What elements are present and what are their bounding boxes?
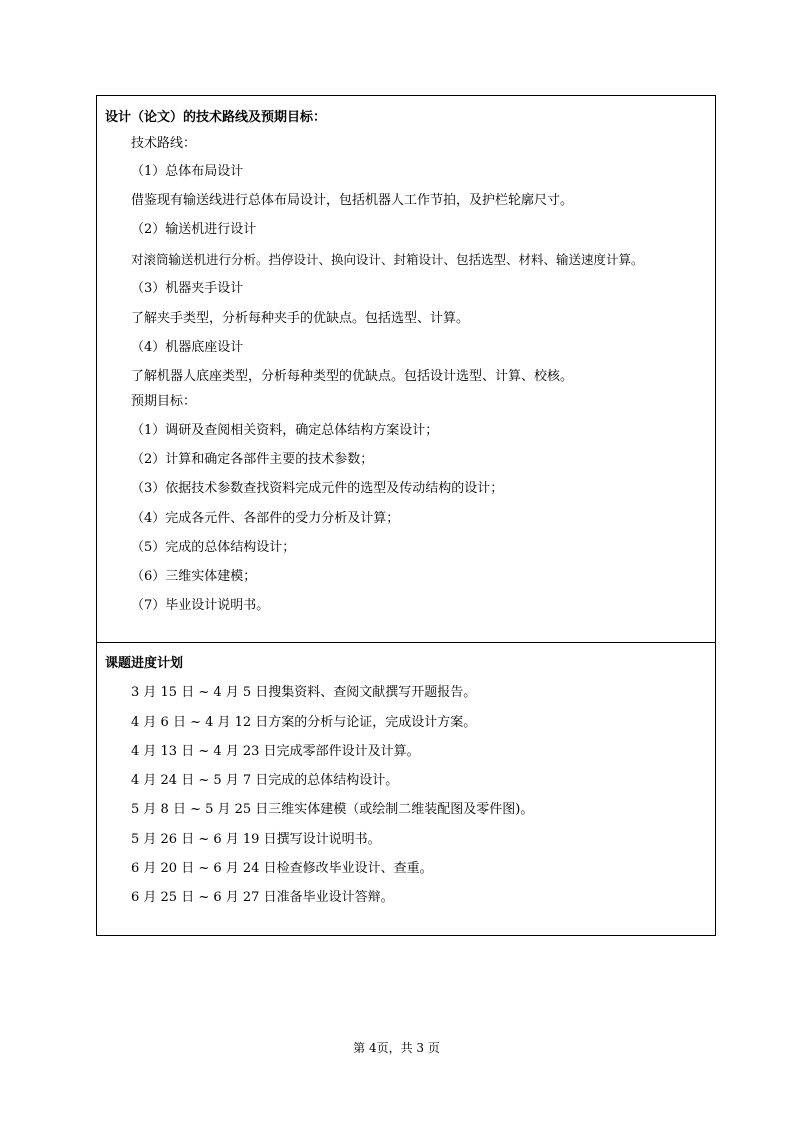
route-item: （4）机器底座设计 bbox=[131, 340, 244, 355]
route-item: 了解夹手类型，分析每种夹手的优缺点。包括选型、计算。 bbox=[131, 311, 470, 326]
route-item: 了解机器人底座类型，分析每种类型的优缺点。包括设计选型、计算、校核。 bbox=[131, 369, 574, 384]
route-item: 对滚筒输送机进行分析。挡停设计、换向设计、封箱设计、包括选型、材料、输送速度计算。 bbox=[131, 252, 644, 267]
route-item: （1）总体布局设计 bbox=[131, 164, 244, 179]
section-title-schedule: 课题进度计划 bbox=[105, 656, 184, 671]
schedule-item: 5 月 26 日 ~ 6 月 19 日撰写设计说明书。 bbox=[131, 832, 381, 847]
goal-item: （6）三维实体建模； bbox=[131, 569, 257, 584]
page-number: 第 4页，共 3 页 bbox=[353, 1041, 440, 1055]
goal-item: （2）计算和确定各部件主要的技术参数； bbox=[131, 452, 374, 467]
goal-item: （5）完成的总体结构设计； bbox=[131, 540, 296, 555]
schedule-item: 4 月 24 日 ~ 5 月 7 日完成的总体结构设计。 bbox=[131, 773, 399, 788]
schedule-item: 4 月 6 日 ~ 4 月 12 日方案的分析与论证，完成设计方案。 bbox=[131, 715, 477, 730]
schedule-item: 6 月 20 日 ~ 6 月 24 日检查修改毕业设计、查重。 bbox=[131, 861, 433, 876]
route-item: （2）输送机进行设计 bbox=[131, 222, 257, 237]
proposal-table bbox=[96, 95, 716, 936]
goal-item: （7）毕业设计说明书。 bbox=[131, 598, 270, 613]
schedule-item: 5 月 8 日 ~ 5 月 25 日三维实体建模（或绘制二维装配图及零件图)。 bbox=[131, 802, 534, 817]
section-title-technical-route: 设计（论文）的技术路线及预期目标： bbox=[105, 110, 327, 125]
goal-heading: 预期目标： bbox=[131, 394, 197, 409]
schedule-item: 3 月 15 日 ~ 4 月 5 日搜集资料、查阅文献撰写开题报告。 bbox=[131, 685, 477, 700]
goal-item: （3）依据技术参数查找资料完成元件的选型及传动结构的设计； bbox=[131, 481, 504, 496]
schedule-item: 4 月 13 日 ~ 4 月 23 日完成零部件设计及计算。 bbox=[131, 744, 420, 759]
route-item: 借鉴现有输送线进行总体布局设计，包括机器人工作节拍，及护栏轮廓尺寸。 bbox=[131, 193, 574, 208]
goal-item: （1）调研及查阅相关资料，确定总体结构方案设计； bbox=[131, 423, 439, 438]
route-item: （3）机器夹手设计 bbox=[131, 281, 244, 296]
row-divider bbox=[97, 642, 715, 643]
schedule-item: 6 月 25 日 ~ 6 月 27 日准备毕业设计答辩。 bbox=[131, 890, 394, 905]
route-heading: 技术路线： bbox=[131, 136, 197, 151]
goal-item: （4）完成各元件、各部件的受力分析及计算； bbox=[131, 511, 400, 526]
